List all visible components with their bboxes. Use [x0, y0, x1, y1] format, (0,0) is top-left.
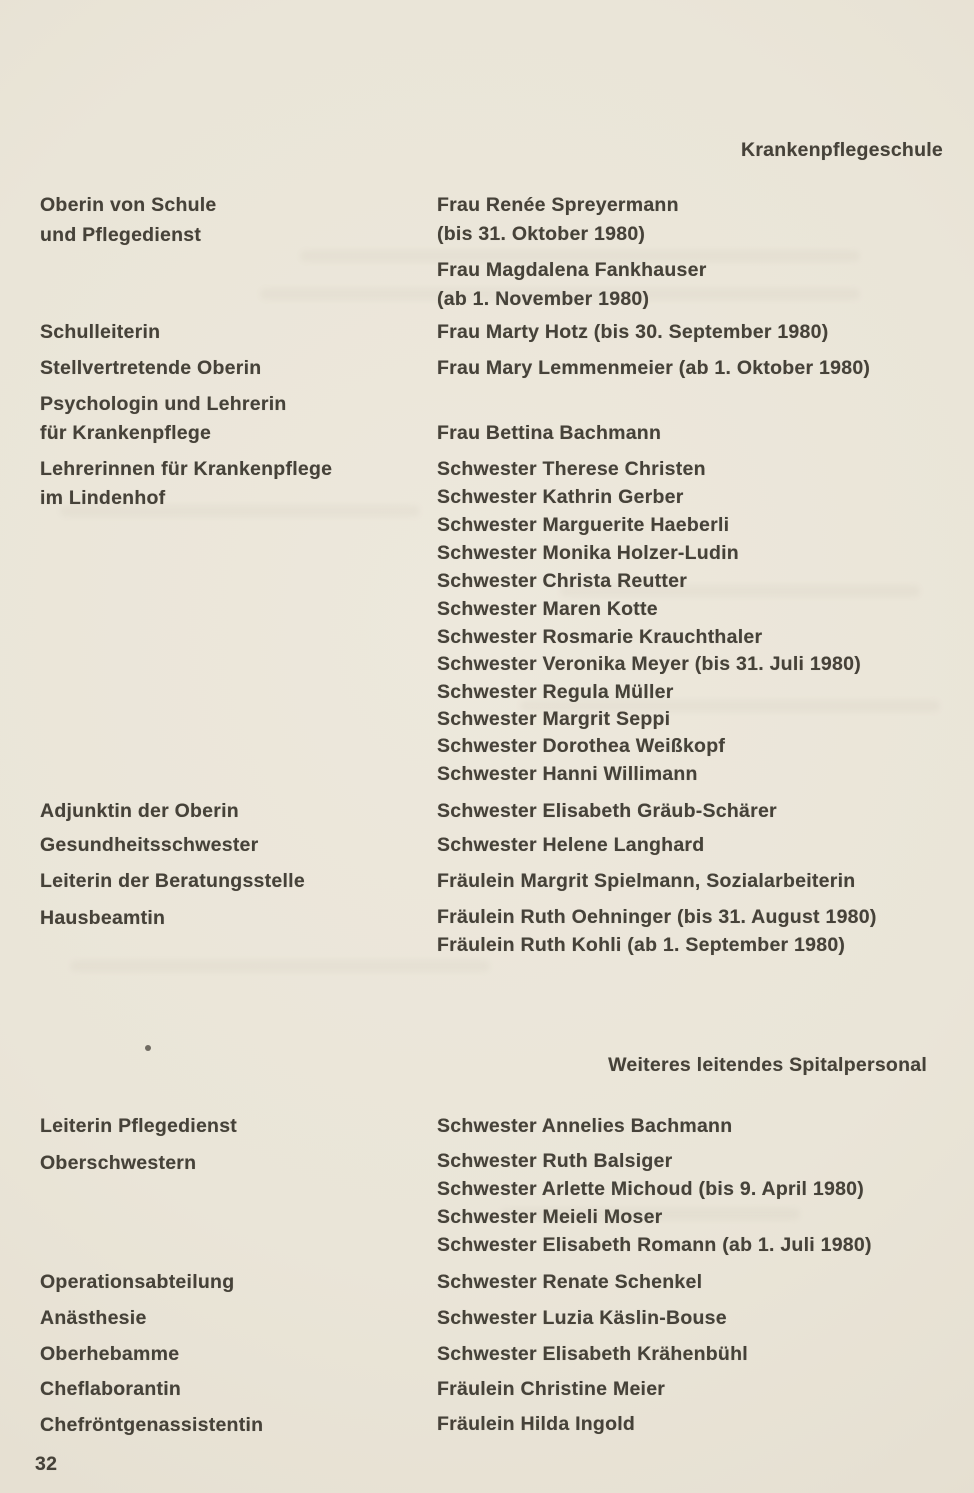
person-name: Fräulein Ruth Kohli (ab 1. September 1980) — [437, 934, 846, 956]
person-name: Schwester Elisabeth Romann (ab 1. Juli 1980) — [437, 1234, 872, 1256]
role-label: Oberhebamme — [40, 1343, 180, 1365]
person-name: (bis 31. Oktober 1980) — [437, 223, 646, 245]
person-name: Frau Marty Hotz (bis 30. September 1980) — [437, 321, 829, 343]
show-through-artifact — [70, 960, 490, 972]
role-label: Lehrerinnen für Krankenpflege — [40, 458, 333, 480]
role-label: Chefröntgenassistentin — [40, 1414, 264, 1436]
person-name: Schwester Marguerite Haeberli — [437, 514, 730, 536]
person-name: Fräulein Hilda Ingold — [437, 1413, 636, 1435]
person-name: Schwester Helene Langhard — [437, 834, 705, 856]
person-name: Schwester Luzia Käslin-Bouse — [437, 1307, 727, 1329]
role-label: Leiterin Pflegedienst — [40, 1115, 238, 1137]
role-label: Cheflaborantin — [40, 1378, 182, 1400]
role-label: Stellvertretende Oberin — [40, 357, 262, 379]
person-name: Schwester Elisabeth Gräub-Schärer — [437, 800, 777, 822]
person-name: Schwester Margrit Seppi — [437, 708, 671, 730]
person-name: Schwester Regula Müller — [437, 681, 674, 703]
role-label: Oberin von Schule — [40, 194, 217, 216]
person-name: Frau Mary Lemmenmeier (ab 1. Oktober 1980) — [437, 357, 871, 379]
role-label: und Pflegedienst — [40, 224, 202, 246]
person-name: Schwester Kathrin Gerber — [437, 486, 684, 508]
person-name: Schwester Therese Christen — [437, 458, 706, 480]
person-name: Fräulein Christine Meier — [437, 1378, 666, 1400]
person-name: Schwester Ruth Balsiger — [437, 1150, 673, 1172]
role-label: Oberschwestern — [40, 1152, 197, 1174]
page-number: 32 — [35, 1453, 58, 1475]
role-label: im Lindenhof — [40, 487, 166, 509]
role-label: Psychologin und Lehrerin — [40, 393, 287, 415]
person-name: Schwester Christa Reutter — [437, 570, 688, 592]
person-name: (ab 1. November 1980) — [437, 288, 650, 310]
person-name: Schwester Annelies Bachmann — [437, 1115, 733, 1137]
role-label: Anästhesie — [40, 1307, 147, 1329]
section1-heading: Krankenpflegeschule — [741, 139, 943, 161]
person-name: Schwester Renate Schenkel — [437, 1271, 703, 1293]
role-label: Gesundheitsschwester — [40, 834, 259, 856]
person-name: Schwester Monika Holzer-Ludin — [437, 542, 739, 564]
role-label: Operationsabteilung — [40, 1271, 235, 1293]
person-name: Schwester Hanni Willimann — [437, 763, 698, 785]
person-name: Frau Bettina Bachmann — [437, 422, 662, 444]
person-name: Schwester Elisabeth Krähenbühl — [437, 1343, 748, 1365]
role-label: Schulleiterin — [40, 321, 161, 343]
person-name: Fräulein Ruth Oehninger (bis 31. August 1980) — [437, 906, 877, 928]
role-label: Leiterin der Beratungsstelle — [40, 870, 305, 892]
person-name: Schwester Dorothea Weißkopf — [437, 735, 726, 757]
person-name: Schwester Arlette Michoud (bis 9. April 1980) — [437, 1178, 864, 1200]
person-name: Schwester Meieli Moser — [437, 1206, 663, 1228]
person-name: Fräulein Margrit Spielmann, Sozialarbeiterin — [437, 870, 856, 892]
role-label: Adjunktin der Oberin — [40, 800, 239, 822]
person-name: Schwester Rosmarie Krauchthaler — [437, 626, 763, 648]
person-name: Frau Magdalena Fankhauser — [437, 259, 707, 281]
person-name: Schwester Maren Kotte — [437, 598, 658, 620]
section2-heading: Weiteres leitendes Spitalpersonal — [608, 1054, 927, 1076]
person-name: Frau Renée Spreyermann — [437, 194, 679, 216]
role-label: Hausbeamtin — [40, 907, 166, 929]
ink-dot-artifact — [145, 1045, 151, 1051]
role-label: für Krankenpflege — [40, 422, 212, 444]
person-name: Schwester Veronika Meyer (bis 31. Juli 1980) — [437, 653, 861, 675]
